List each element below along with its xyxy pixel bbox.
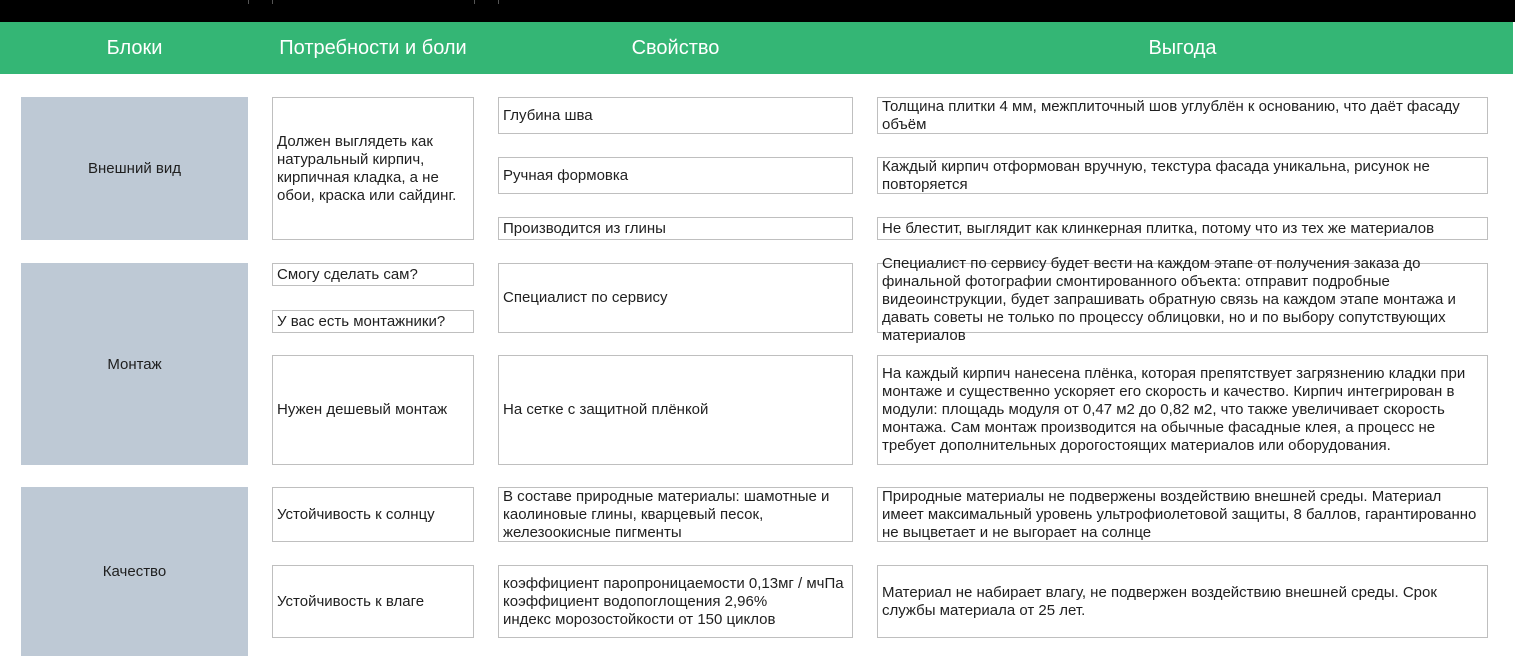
table-header xyxy=(0,22,1513,74)
column-tick xyxy=(474,0,475,4)
benefit-text: Не блестит, выглядит как клинкерная плитка, потому что из тех же материалов xyxy=(882,219,1435,237)
benefit-text: На каждый кирпич нанесена плёнка, которая препятствует загрязнению кладки при монтаже и существенно ускоряет его скорость и качество. Кирпич интегрирован в модули: площадь модуля от 0,47 м2 до 0,82 м2, что также увеличивает скорость монтажа. Сам монтаж производится на обычные фасадные клея, а процесс не требует дополнительных дорогостоящих материалов или оборудования. xyxy=(882,365,1466,454)
property-text: Производится из глины xyxy=(503,219,666,237)
benefit-text: Специалист по сервису будет вести на каждом этапе от получения заказа до финальной фотографии смонтированного объекта: отправит подробные видеоинструкции, будет запрашивать обратную связь на каждом этапе монтажа и давать советы не только по процессу облицовки, но и по выбору сопутствующих материалов xyxy=(882,255,1456,344)
property-cell xyxy=(498,355,853,465)
need-cell xyxy=(272,263,474,286)
header-blocks: Блоки xyxy=(106,37,163,59)
block-quality: Качество xyxy=(21,487,248,656)
need-text: Устойчивость к влаге xyxy=(277,592,425,610)
benefit-cell xyxy=(877,565,1488,638)
benefit-text: Каждый кирпич отформован вручную, текстура фасада уникальна, рисунок не повторяется xyxy=(882,157,1430,193)
column-tick xyxy=(272,0,273,4)
property-cell xyxy=(498,97,853,134)
header-property: Свойство xyxy=(631,37,720,59)
need-cell xyxy=(272,487,474,542)
property-text: коэффициент паропроницаемости 0,13мг / мчПа коэффициент водопоглощения 2,96% индекс морозостойкости от 150 циклов xyxy=(503,574,844,628)
benefit-cell xyxy=(877,157,1488,194)
property-cell xyxy=(498,487,853,542)
property-cell xyxy=(498,157,853,194)
need-cell xyxy=(272,355,474,465)
need-text: Устойчивость к солнцу xyxy=(277,505,435,523)
benefit-cell xyxy=(877,97,1488,134)
need-cell xyxy=(272,310,474,333)
need-cell xyxy=(272,565,474,638)
benefit-text: Материал не набирает влагу, не подвержен воздействию внешней среды. Срок службы материала от 25 лет. xyxy=(882,583,1437,619)
benefit-text: Природные материалы не подвержены воздействию внешней среды. Материал имеет максимальный уровень ультрофиолетовой защиты, 8 баллов, гарантированно не выцветает и не выгорает на солнце xyxy=(882,487,1477,541)
benefit-text: Толщина плитки 4 мм, межплиточный шов углублён к основанию, что даёт фасаду объём xyxy=(882,97,1460,133)
benefit-cell xyxy=(877,355,1488,465)
block-installation: Монтаж xyxy=(21,263,248,465)
property-text: На сетке с защитной плёнкой xyxy=(503,401,709,418)
benefit-cell xyxy=(877,487,1488,542)
need-text: Смогу сделать сам? xyxy=(277,265,418,283)
property-text: Ручная формовка xyxy=(503,166,629,184)
need-text: Нужен дешевый монтаж xyxy=(277,401,448,418)
need-text: У вас есть монтажники? xyxy=(277,312,446,330)
property-cell xyxy=(498,217,853,240)
need-text: Должен выглядеть как натуральный кирпич, кирпичная кладка, а не обои, краска или сайдинг. xyxy=(277,132,457,204)
benefit-cell xyxy=(877,255,1488,344)
header-benefit: Выгода xyxy=(1148,37,1217,59)
column-tick xyxy=(248,0,249,4)
property-text: Специалист по сервису xyxy=(503,289,668,306)
property-text: Глубина шва xyxy=(503,106,593,124)
top-bar xyxy=(0,0,1515,22)
header-needs: Потребности и боли xyxy=(279,37,467,59)
property-cell xyxy=(498,263,853,333)
need-cell xyxy=(272,97,474,240)
column-tick xyxy=(498,0,499,4)
property-cell xyxy=(498,565,853,638)
benefit-cell xyxy=(877,217,1488,240)
block-appearance: Внешний вид xyxy=(21,97,248,240)
property-text: В составе природные материалы: шамотные и каолиновые глины, кварцевый песок, железоокисные пигменты xyxy=(503,487,830,541)
